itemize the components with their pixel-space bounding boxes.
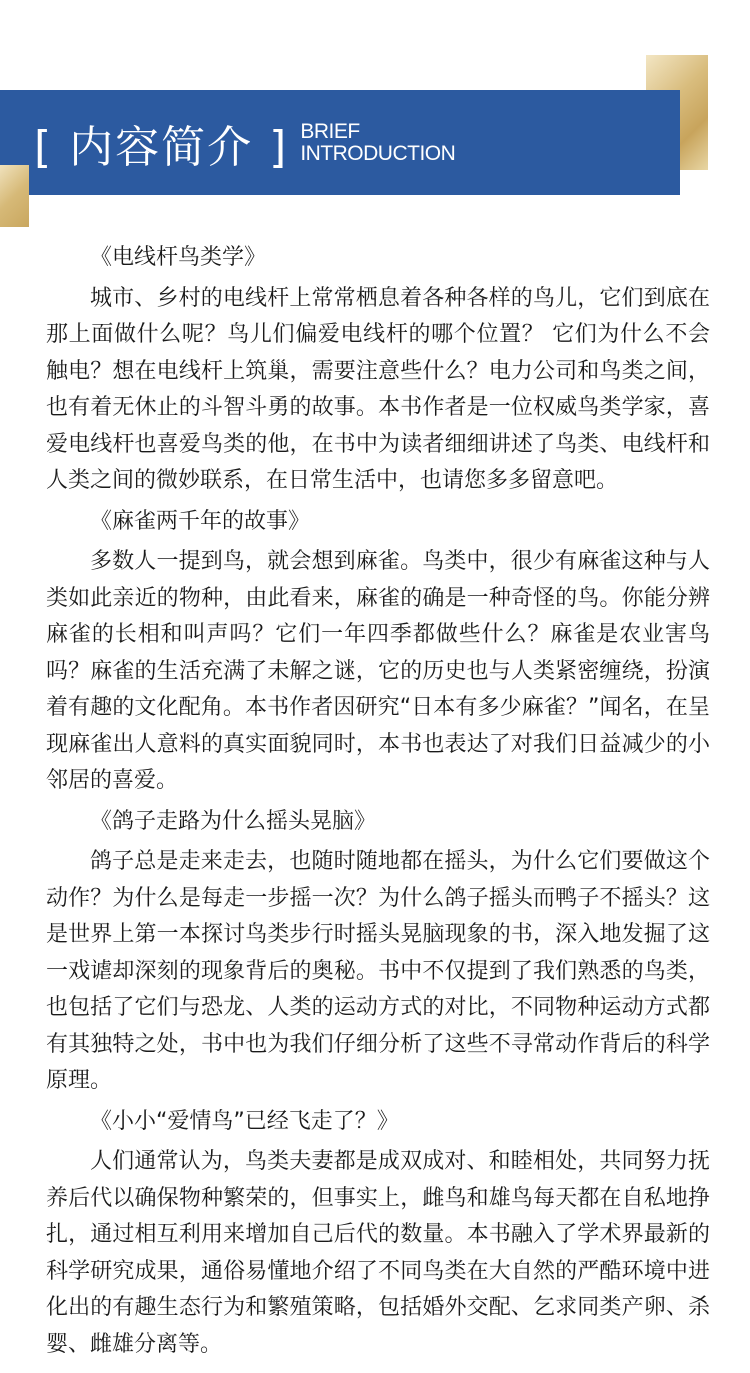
book-title: 《麻雀两千年的故事》 — [90, 508, 311, 534]
book-description: 鸽子总是走来走去，也随时随地都在摇头，为什么它们要做这个动作？为什么是每走一步摇一次？为什么鸽子摇头而鸭子不摇头？这是世界上第一本探讨鸟类步行时摇头晃脑现象的书，深入地发掘了这一戏谑却深刻的现象背后的奥秘。书中不仅提到了我们熟悉的鸟类，也包括了它们与恐龙、人类的运动方式的对比，不同物种运动方式都有其独特之处，书中也为我们仔细分析了这些不寻常动作背后的科学原理。 — [46, 849, 710, 1093]
book-title: 《电线杆鸟类学》 — [90, 245, 267, 270]
book-description: 人们通常认为，鸟类夫妻都是成双成对、和睦相处，共同努力抚养后代以确保物种繁荣的，但事实上，雌鸟和雄鸟每天都在自私地挣扎，通过相互利用来增加自己后代的数量。本书融入了学术界最新的科学研究成果，通俗易懂地介绍了不同鸟类在大自然的严酷环境中进化出的有趣生态行为和繁殖策略，包括婚外交配、乞求同类产卵、杀婴、雌雄分离等。 — [46, 1149, 710, 1357]
book-title: 《小小“爱情鸟”已经飞走了？》 — [90, 1108, 399, 1134]
book-title: 《鸽子走路为什么摇头晃脑》 — [90, 808, 377, 834]
intro-banner — [0, 90, 680, 195]
gold-accent-left — [0, 165, 29, 227]
banner-subtitle-line1: BRIEF — [300, 119, 360, 143]
book-description: 多数人一提到鸟，就会想到麻雀。鸟类中，很少有麻雀这种与人类如此亲近的物种，由此看来，麻雀的确是一种奇怪的鸟。你能分辨麻雀的长相和叫声吗？它们一年四季都做些什么？麻雀是农业害鸟吗？麻雀的生活充满了未解之谜，它的历史也与人类紧密缠绕，扮演着有趣的文化配角。本书作者因研究“日本有多少麻雀？”闻名，在呈现麻雀出人意料的真实面貌同时，本书也表达了对我们日益减少的小邻居的喜爱。 — [46, 549, 710, 793]
banner-subtitle-line2: INTRODUCTION — [300, 141, 456, 165]
book-description: 城市、乡村的电线杆上常常栖息着各种各样的鸟儿，它们到底在那上面做什么呢？鸟儿们偏爱电线杆的哪个位置？ 它们为什么不会触电？想在电线杆上筑巢，需要注意些什么？电力公司和鸟类之间，也有着无休止的斗智斗勇的故事。本书作者是一位权威鸟类学家，喜爱电线杆也喜爱鸟类的他，在书中为读者细细讲述了鸟类、电线杆和人类之间的微妙联系，在日常生活中，也请您多多留意吧。 — [46, 285, 710, 493]
intro-content — [46, 240, 710, 1367]
banner-title: [ 内容简介 ] — [34, 121, 289, 173]
banner-subtitle — [300, 121, 455, 165]
